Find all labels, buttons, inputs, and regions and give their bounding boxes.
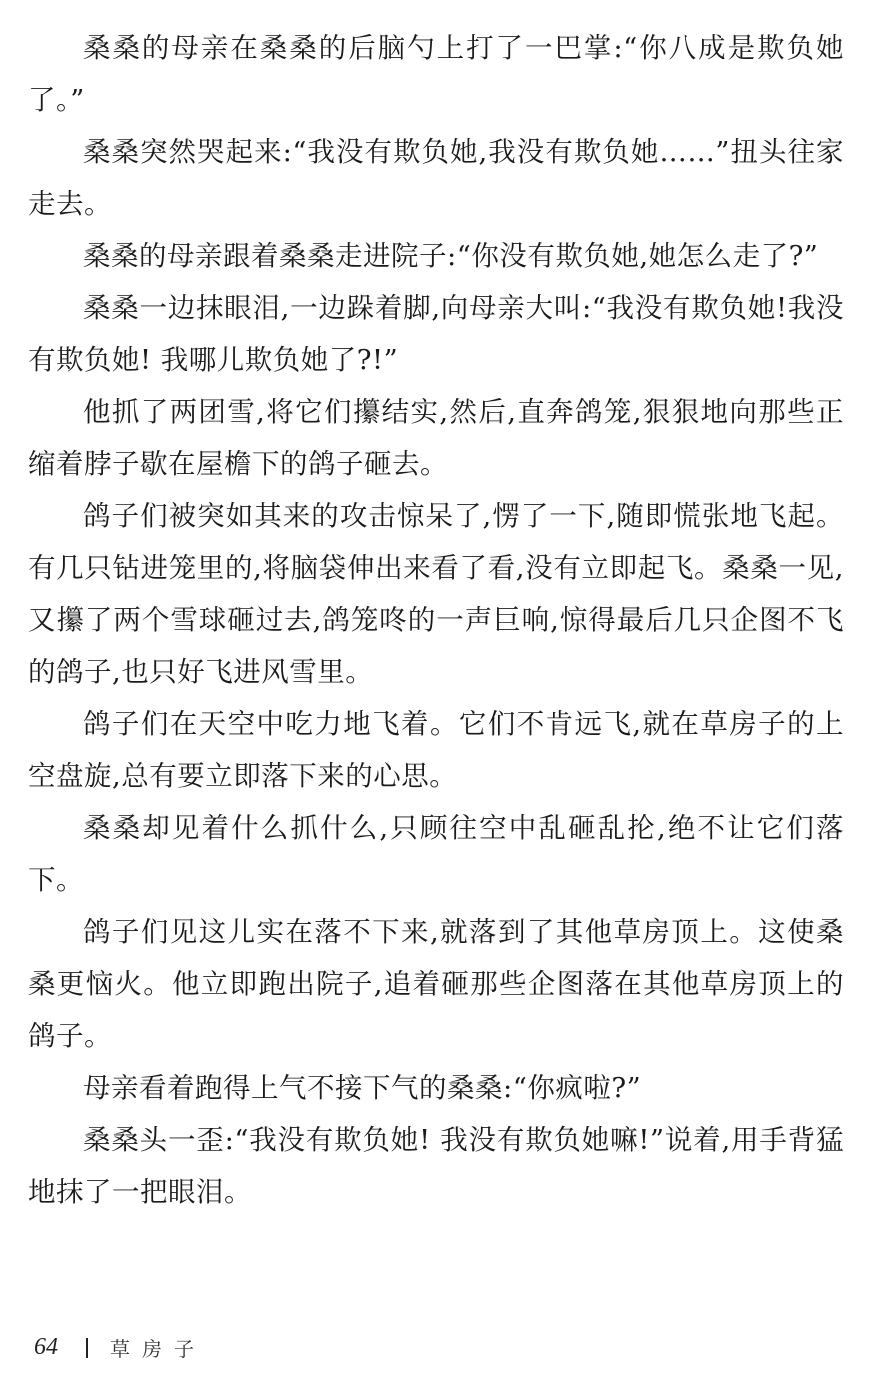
paragraph: 鸽子们在天空中吃力地飞着。它们不肯远飞,就在草房子的上空盘旋,总有要立即落下来的心思。 <box>28 708 844 792</box>
footer-divider <box>86 1338 88 1358</box>
paragraph: 他抓了两团雪,将它们攥结实,然后,直奔鸽笼,狠狠地向那些正缩着脖子歇在屋檐下的鸽子砸去。 <box>28 396 844 480</box>
paragraph: 桑桑一边抹眼泪,一边跺着脚,向母亲大叫:“我没有欺负她!我没有欺负她! 我哪儿欺负她了?!” <box>28 292 844 376</box>
book-title: 草房子 <box>110 1337 206 1361</box>
paragraph: 桑桑头一歪:“我没有欺负她! 我没有欺负她嘛!”说着,用手背猛地抹了一把眼泪。 <box>28 1124 844 1208</box>
page-body <box>28 22 844 1218</box>
paragraph: 鸽子们见这儿实在落不下来,就落到了其他草房顶上。这使桑桑更恼火。他立即跑出院子,追着砸那些企图落在其他草房顶上的鸽子。 <box>28 916 844 1052</box>
paragraph: 鸽子们被突如其来的攻击惊呆了,愣了一下,随即慌张地飞起。有几只钻进笼里的,将脑袋伸出来看了看,没有立即起飞。桑桑一见,又攥了两个雪球砸过去,鸽笼咚的一声巨响,惊得最后几只企图不飞的鸽子,也只好飞进风雪里。 <box>28 500 844 688</box>
paragraph: 桑桑却见着什么抓什么,只顾往空中乱砸乱抡,绝不让它们落下。 <box>28 812 844 896</box>
page-number: 64 <box>34 1334 58 1360</box>
paragraph: 母亲看着跑得上气不接下气的桑桑:“你疯啦?” <box>83 1072 642 1104</box>
paragraph: 桑桑突然哭起来:“我没有欺负她,我没有欺负她……”扭头往家走去。 <box>28 136 844 220</box>
paragraph: 桑桑的母亲在桑桑的后脑勺上打了一巴掌:“你八成是欺负她了。” <box>28 32 844 116</box>
page-footer <box>34 1333 206 1362</box>
paragraph: 桑桑的母亲跟着桑桑走进院子:“你没有欺负她,她怎么走了?” <box>83 240 819 272</box>
